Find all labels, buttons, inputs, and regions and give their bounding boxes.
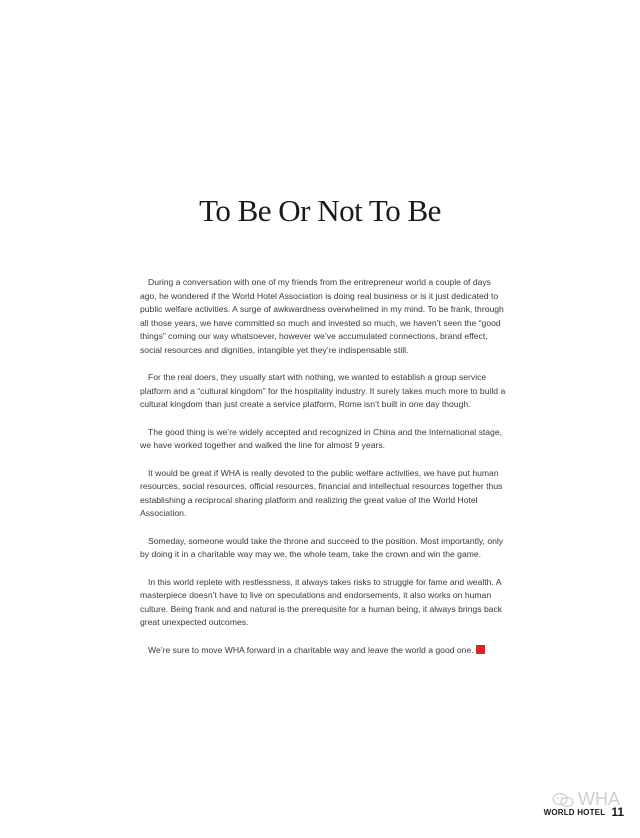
paragraph-7-text: We’re sure to move WHA forward in a charitable way and leave the world a good one.	[148, 644, 474, 655]
paragraph-3: The good thing is we’re widely accepted and recognized in China and the International stage, we have worked together and walked the line for almost 9 years.	[140, 426, 503, 450]
page-footer	[544, 804, 624, 820]
paragraph-6: In this world replete with restlessness, it always takes risks to struggle for fame and wealth. A masterpiece doesn’t have to live on speculations and endorsements, it also works on human culture. Being frank and and natural is the prerequisite for a human being, it always brings back great unexpected outcomes.	[140, 576, 503, 627]
paragraph-1: During a conversation with one of my friends from the entrepreneur world a couple of days ago, he wondered if the World Hotel Association is doing real business or is it just dedicated to public welfare activities. A surge of awkwardness overwhelmed in my mind. To be frank, through all those years, we have committed so much and invested so much, we haven’t seen the “good things” coming our way whatsoever, however we’ve accumulated connections, brand effect, social resources and dignities, intangible yet they’re indispensable still.	[140, 277, 504, 355]
paragraph-4: It would be great if WHA is really devoted to the public welfare activities, we have put human resources, social resources, official resources, financial and intellectual resources together thus establishing a reciprocal sharing platform and realizing the great value of the World Hotel Association.	[140, 467, 503, 518]
article-title: To Be Or Not To Be	[199, 193, 441, 228]
paragraph-2: For the real doers, they usually start with nothing, we wanted to establish a group service platform and a “cultural kingdom” for the hospitality industry. It surely takes much more to build a cultural kingdom than just create a service platform, Rome isn’t built in one day though.	[140, 372, 506, 409]
page-number: 11	[611, 805, 624, 819]
paragraph-5: Someday, someone would take the throne and succeed to the position. Most importantly, only by doing it in a charitable way may we, the whole team, take the crown and win the game.	[140, 535, 504, 559]
watermark-text: WHA	[578, 789, 620, 809]
end-mark-icon	[476, 645, 485, 654]
magazine-name: WORLD HOTEL	[543, 807, 606, 817]
article-body	[140, 276, 507, 671]
paragraph-7	[140, 644, 507, 658]
